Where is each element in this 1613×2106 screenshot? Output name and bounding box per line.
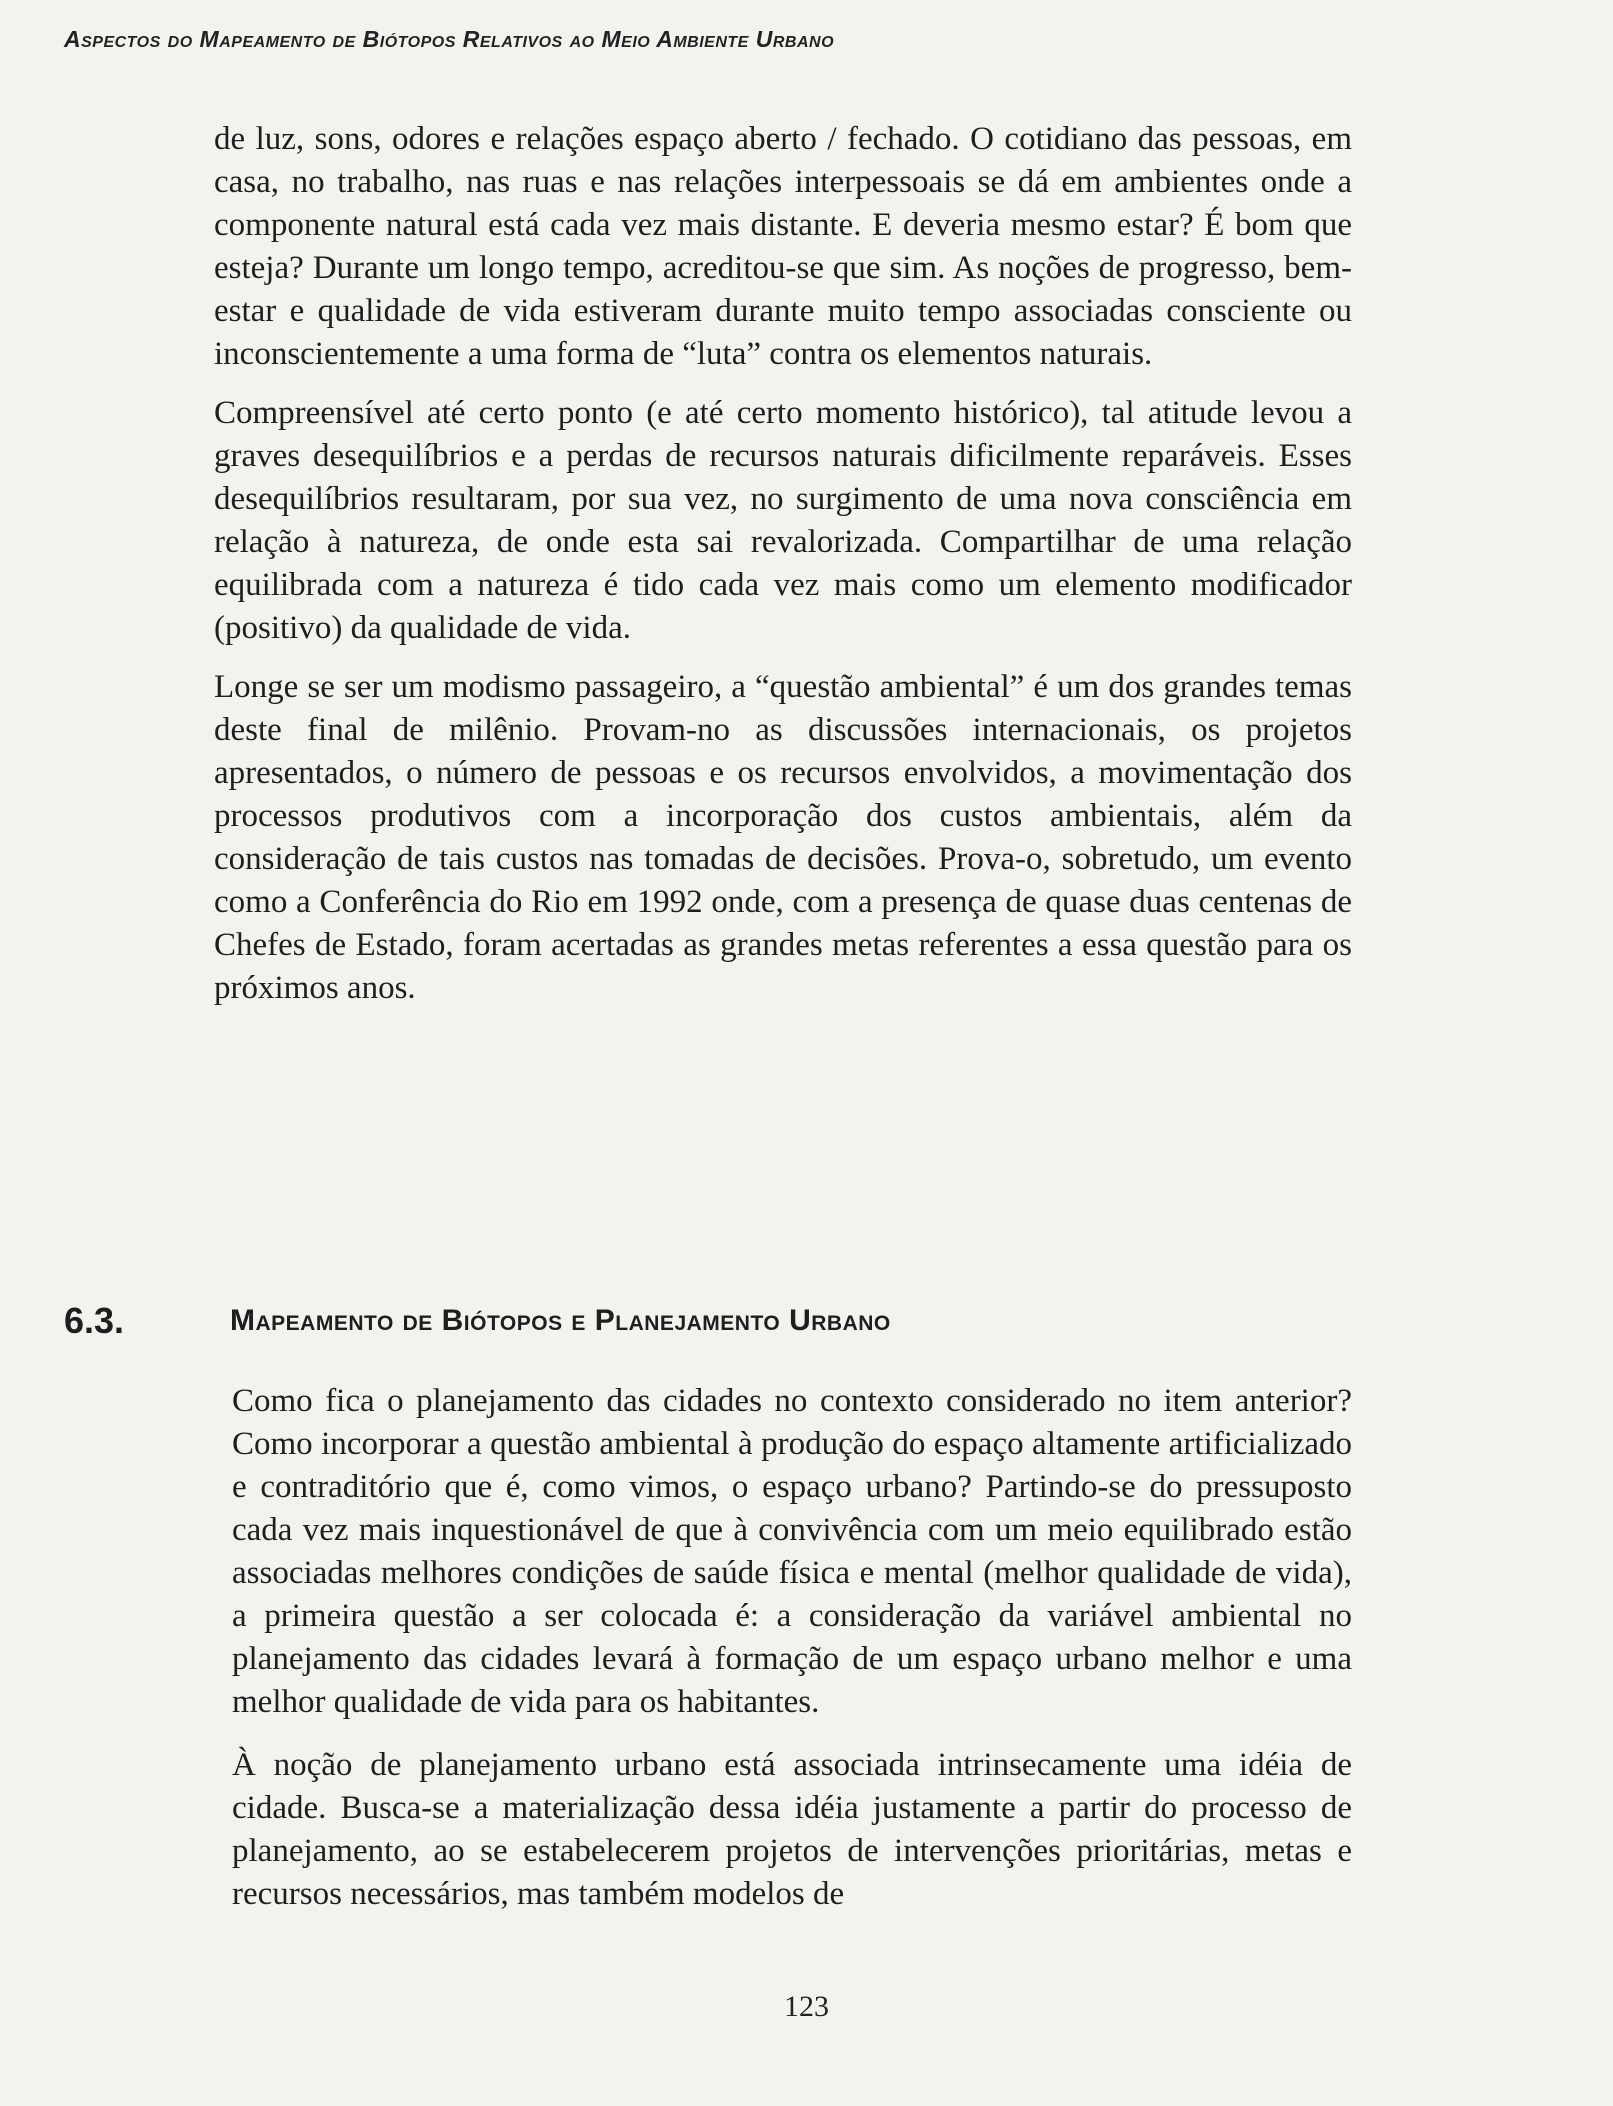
section-title: Mapeamento de Biótopos e Planejamento Urbano <box>230 1304 891 1337</box>
paragraph-imbalances: Compreensível até certo ponto (e até certo momento histórico), tal atitude levou a graves desequilíbrios e a perdas de recursos naturais dificilmente reparáveis. Esses desequilíbrios resultaram, por sua vez, no surgimento de uma nova consciência em relação à natureza, de onde esta sai revalorizada. Compartilhar de uma relação equilibrada com a natureza é tido cada vez mais como um elemento modificador (positivo) da qualidade de vida. <box>214 395 1352 646</box>
paragraph-idea-of-city: À noção de planejamento urbano está associada intrinsecamente uma idéia de cidade. Busca-se a materialização dessa idéia justamente a partir do processo de planejamento, ao se estabelecerem projetos de intervenções prioritárias, metas e recursos necessários, mas também modelos de <box>232 1747 1352 1912</box>
body-text-top <box>214 118 1352 1010</box>
section-number: 6.3. <box>64 1300 125 1341</box>
body-text-bottom <box>232 1380 1352 1916</box>
running-header: Aspectos do Mapeamento de Biótopos Relativos ao Meio Ambiente Urbano <box>64 26 835 52</box>
page-number: 123 <box>784 1990 829 2023</box>
paragraph-light-and-daily-life: de luz, sons, odores e relações espaço aberto / fechado. O cotidiano das pessoas, em casa, no trabalho, nas ruas e nas relações interpessoais se dá em ambientes onde a componente natural está cada vez mais distante. E deveria mesmo estar? É bom que esteja? Durante um longo tempo, acreditou-se que sim. As noções de progresso, bem-estar e qualidade de vida estiveram durante muito tempo associadas consciente ou inconscientemente a uma forma de “luta” contra os elementos naturais. <box>214 121 1352 372</box>
paragraph-urban-planning-question: Como fica o planejamento das cidades no contexto considerado no item anterior? Como incorporar a questão ambiental à produção do espaço altamente artificializado e contraditório que é, como vimos, o espaço urbano? Partindo-se do pressuposto cada vez mais inquestionável de que à convivência com um meio equilibrado estão associadas melhores condições de saúde física e mental (melhor qualidade de vida), a primeira questão a ser colocada é: a consideração da variável ambiental no planejamento das cidades levará à formação de um espaço urbano melhor e uma melhor qualidade de vida para os habitantes. <box>232 1383 1352 1720</box>
paragraph-environmental-question: Longe se ser um modismo passageiro, a “questão ambiental” é um dos grandes temas deste final de milênio. Provam-no as discussões internacionais, os projetos apresentados, o número de pessoas e os recursos envolvidos, a movimentação dos processos produtivos com a incorporação dos custos ambientais, além da consideração de tais custos nas tomadas de decisões. Prova-o, sobretudo, um evento como a Conferência do Rio em 1992 onde, com a presença de quase duas centenas de Chefes de Estado, foram acertadas as grandes metas referentes a essa questão para os próximos anos. <box>214 669 1352 1006</box>
